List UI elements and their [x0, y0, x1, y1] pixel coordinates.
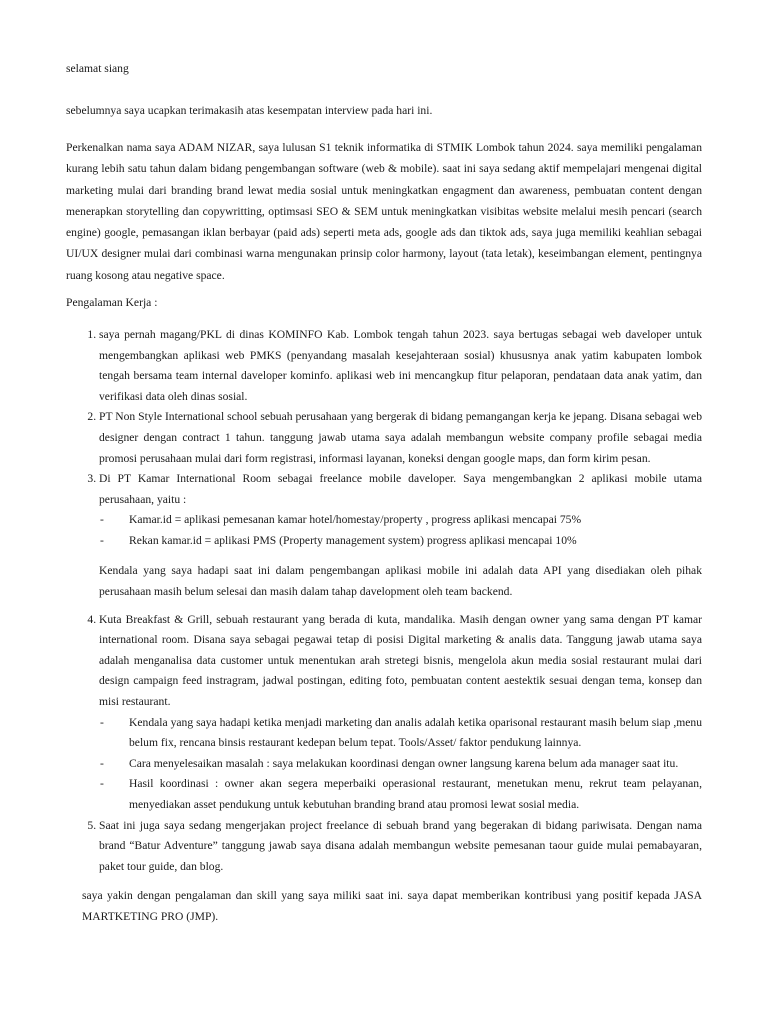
- experience-item-3-note: Kendala yang saya hadapi saat ini dalam pengembangan aplikasi mobile ini adalah data API yang disediakan oleh pihak perusahaan masih belum selesai dan masih dalam tahap davelopment oleh team backend.: [99, 563, 702, 598]
- point-cara-menyelesaikan: - Cara menyelesaikan masalah : saya melakukan koordinasi dengan owner langsung karena belum ada manager saat itu.: [99, 754, 702, 775]
- experience-item-2: [99, 407, 702, 469]
- experience-item-2-text: PT Non Style International school sebuah perusahaan yang bergerak di bidang pemangangan kerja ke jepang. Disana sebagai web designer dengan contract 1 tahun. tanggung jawab utama saya adalah membangun website company profile sebagai media promosi perusahaan mulai dari form registrasi, informasi layanan, koneksi dengan google maps, dan form kirim pesan.: [99, 410, 702, 465]
- app-item-kamar: - Kamar.id = aplikasi pemesanan kamar hotel/homestay/property , progress aplikasi mencapai 75%: [99, 510, 702, 531]
- point-kendala: - Kendala yang saya hadapi ketika menjadi marketing dan analis adalah ketika oparisonal restaurant masih belum siap ,menu belum fix, rencana binsis restaurant kedepan belum tepat. Tools/Asset/ faktor pendukung lainnya.: [99, 713, 702, 754]
- experience-heading: Pengalaman Kerja :: [66, 296, 158, 310]
- experience-item-1: [99, 325, 702, 407]
- restaurant-points-list: [99, 713, 702, 816]
- experience-item-3-text: Di PT Kamar International Room sebagai freelance mobile daveloper. Saya mengembangkan 2 aplikasi mobile utama perusahaan, yaitu :: [99, 472, 702, 506]
- point-hasil-koordinasi: - Hasil koordinasi : owner akan segera meperbaiki operasional restaurant, menetukan menu, rekrut team pelayanan, menyediakan asset pendukung untuk kebutuhan branding brand atau promosi lewat sosial media.: [99, 774, 702, 815]
- intro-paragraph: Perkenalkan nama saya ADAM NIZAR, saya lulusan S1 teknik informatika di STMIK Lombok tahun 2024. saya memiliki pengalaman kurang lebih satu tahun dalam bidang pengembangan software (web & mobile). saat ini saya sedang aktif mempelajari mengenai digital marketing mulai dari branding brand lewat media sosial untuk meningkatkan engagment dan awareness, pembuatan content dengan menerapkan storytelling dan copywritting, optimsasi SEO & SEM untuk meningkatkan visibitas website melalui mesih pencari (search engine) google, pemasangan iklan berbayar (paid ads) seperti meta ads, google ads dan tiktok ads, saya juga memiliki keahlian sebagai UI/UX designer mulai dari combinasi warna mengunakan prinsip color harmony, layout (tata letak), keseimbangan element, pentingnya ruang kosong atau negative space.: [66, 141, 702, 282]
- experience-item-3: [99, 469, 702, 601]
- closing-paragraph: saya yakin dengan pengalaman dan skill yang saya miliki saat ini. saya dapat memberikan kontribusi yang positif kepada JASA MARTKETING PRO (JMP).: [82, 889, 702, 924]
- experience-item-1-text: saya pernah magang/PKL di dinas KOMINFO Kab. Lombok tengah tahun 2023. saya bertugas sebagai web daveloper untuk mengembangkan aplikasi web PMKS (penyandang masalah kesejahteraan sosial) khususnya anak yatim kabupaten lombok tengah bersama team internal daveloper kominfo. aplikasi web ini mencangkup fitur pelaporan, pendataan data anak yatim, dan verifikasi data oleh dinas sosial.: [99, 328, 702, 403]
- experience-item-5-text: Saat ini juga saya sedang mengerjakan project freelance di sebuah brand yang begerakan di bidang pariwisata. Dengan nama brand “Batur Adventure” tanggung jawab saya disana adalah membangun website pemesanan taour guide mulai pemabayaran, paket tour guide, dan blog.: [99, 818, 702, 873]
- experience-item-4: [99, 610, 702, 816]
- experience-item-4-text: Kuta Breakfast & Grill, sebuah restaurant yang berada di kuta, mandalika. Masih dengan owner yang sama dengan PT kamar international room. Disana saya sebagai pegawai tetap di posisi Digital marketing & analis data. Tanggung jawab utama saya adalah menganalisa data customer untuk menentukan arah stretegi bisnis, mengelola akun media sosial restaurant mulai dari design campaign feed instragram, jadwal postingan, editing foto, pembuatan content aestektik sesuai dengan tema, konsep dan misi restaurant.: [99, 612, 702, 708]
- greeting-text: selamat siang: [66, 62, 129, 75]
- experience-item-5: [99, 816, 702, 878]
- app-item-rekan-kamar: - Rekan kamar.id = aplikasi PMS (Property management system) progress aplikasi mencapai 10%: [99, 531, 702, 552]
- app-list: [99, 510, 702, 551]
- opening-text: sebelumnya saya ucapkan terimakasih atas kesempatan interview pada hari ini.: [66, 104, 433, 117]
- experience-list: [66, 325, 702, 877]
